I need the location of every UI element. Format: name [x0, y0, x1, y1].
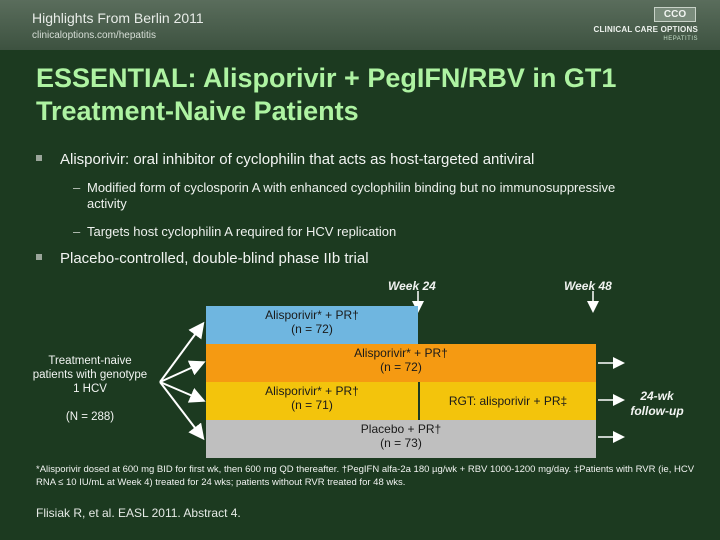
dash-icon: –: [73, 180, 81, 195]
arm4-bar: [206, 420, 596, 458]
arm3-label: Alisporivir* + PR†: [265, 384, 359, 398]
sub-bullet-2-text: Targets host cyclophilin A required for HCV replication: [87, 224, 397, 239]
logo-name: CLINICAL CARE OPTIONS: [593, 25, 698, 34]
bullet-1-text: Alisporivir: oral inhibitor of cyclophilin that acts as host-targeted antiviral: [60, 151, 535, 168]
series-url: clinicaloptions.com/hepatitis: [32, 30, 156, 41]
sub-bullet-1-text: Modified form of cyclosporin A with enhanced cyclophilin binding but no immunosuppressive activity: [87, 180, 616, 211]
arm3-rgt-label: RGT: alisporivir + PR‡: [448, 394, 568, 408]
arm3-rgt-bar: [420, 382, 596, 420]
population-label: Treatment-naive patients with genotype 1 HCV: [32, 355, 148, 395]
week24-label: Week 24: [388, 279, 436, 293]
arm1-bar: [206, 306, 418, 344]
population-n: (N = 288): [65, 411, 115, 423]
arm2-bar: [206, 344, 596, 382]
followup-label: 24-wk follow-up: [630, 389, 684, 418]
arm4-label: Placebo + PR†: [360, 422, 442, 436]
arm2-label: Alisporivir* + PR†: [354, 346, 448, 360]
bullet-2-text: Placebo-controlled, double-blind phase IIb trial: [60, 250, 369, 267]
footnote: *Alisporivir dosed at 600 mg BID for first wk, then 600 mg QD thereafter. †PegIFN alfa-2a 180 µg/wk + RBV 1000-1200 mg/day. ‡Patients with RVR (ie, HCV RNA ≤ 10 IU/mL at Week 4) treated for 24 wks; patients without RVR treated for 48 wks.: [36, 464, 695, 488]
dash-icon: –: [73, 224, 81, 239]
arm1-label: Alisporivir* + PR†: [265, 308, 359, 322]
slide-title: ESSENTIAL: Alisporivir + PegIFN/RBV in GT1 Treatment-Naive Patients: [36, 63, 617, 126]
arm3-n: (n = 71): [291, 398, 333, 412]
series-title: Highlights From Berlin 2011: [32, 10, 204, 26]
week48-label: Week 48: [564, 279, 612, 293]
logo-badge: CCO: [654, 7, 696, 22]
arm4-n: (n = 73): [380, 436, 422, 450]
logo-sub: HEPATITIS: [663, 36, 698, 42]
arm3-bar: [206, 382, 418, 420]
arm2-n: (n = 72): [380, 360, 422, 374]
citation: Flisiak R, et al. EASL 2011. Abstract 4.: [36, 506, 241, 520]
arm1-n: (n = 72): [291, 322, 333, 336]
